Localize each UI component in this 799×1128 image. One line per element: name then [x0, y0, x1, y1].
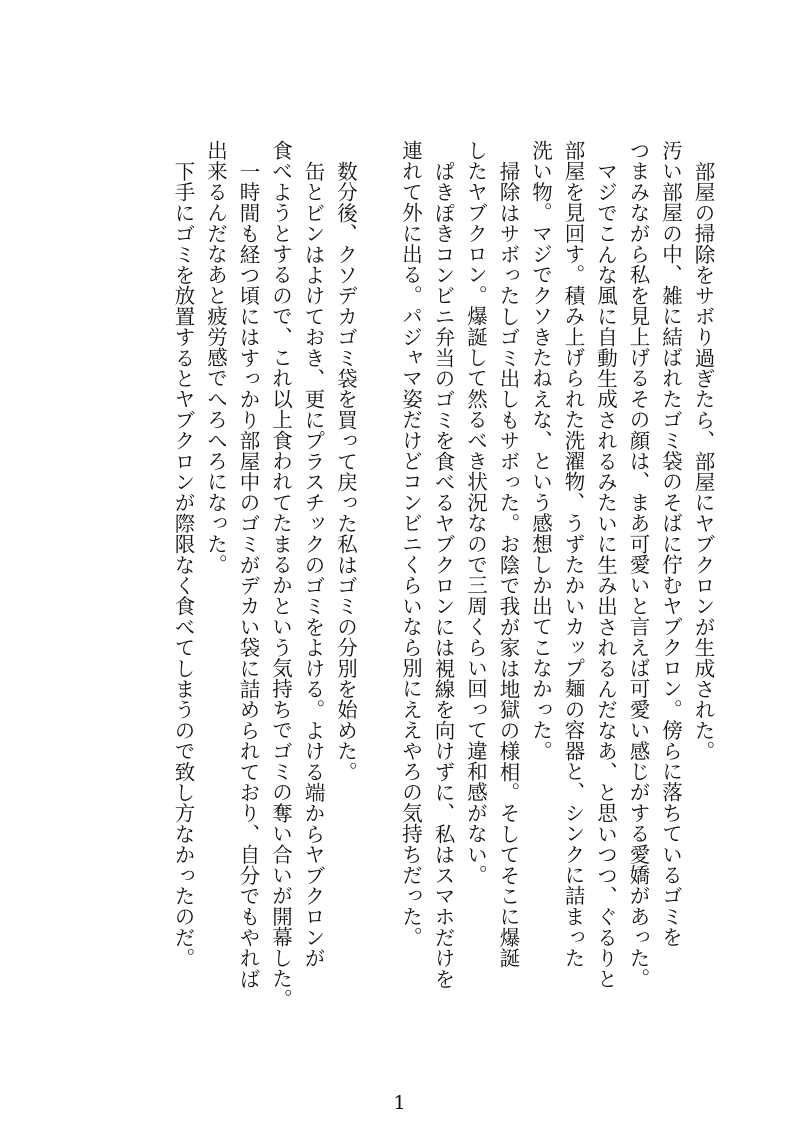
paragraph-2: 汚い部屋の中、雑に結ばれたゴミ袋のそばに佇むヤブクロン。傍らに落ちているゴミを つまみながら私を見上げるその顔は、まあ可愛いと言えば可愛い感じがする愛嬌があった。	[626, 140, 683, 989]
paragraph-3: マジでこんな風に自動生成されるみたいに生み出されるんだなあ、と思いつつ、ぐるりと 部屋を見回す。積み上げられた洗濯物、うずたかいカップ麺の容器と、シンクに詰まった 洗い物。マジでクソきたねえな、という感想しか出てこなかった。	[528, 140, 618, 989]
vertical-text-body	[167, 140, 720, 1020]
paragraph-5: ぱきぽきコンビニ弁当のゴミを食べるヤブクロンには視線を向けずに、私はスマホだけを 連れて外に出る。パジャマ姿だけどコンビニくらいなら別にええやろの気持ちだった。	[398, 140, 455, 989]
paragraph-6: 数分後、クソデカゴミ袋を買って戻った私はゴミの分別を始めた。	[333, 160, 358, 782]
page-number: 1	[393, 1092, 406, 1114]
section-break	[362, 140, 395, 1020]
paragraph-8: 一時間も経つ頃にはすっかり部屋中のゴミがデカい袋に詰められており、自分でもやれば 出来るんだなあと疲労感でへろへろになった。	[203, 140, 260, 989]
paragraph-9: 下手にゴミを放置するとヤブクロンが際限なく食べてしまうので致し方なかったのだ。	[171, 160, 195, 968]
paragraph-7: 缶とビンはよけておき、更にプラスチックのゴミをよける。よける端からヤブクロンが 食べようとするので、これ以上食われてたまるかという気持ちでゴミの奪い合いが開幕した。	[268, 140, 325, 1010]
paragraph-4: 掃除はサボったしゴミ出しもサボった。お陰で我が家は地獄の様相。そしてそこに爆誕 したヤブクロン。爆誕して然るべき状況なので三周くらい回って違和感がない。	[463, 140, 520, 968]
paragraph-1: 部屋の掃除をサボり過ぎたら、部屋にヤブクロンが生成された。	[691, 160, 715, 761]
